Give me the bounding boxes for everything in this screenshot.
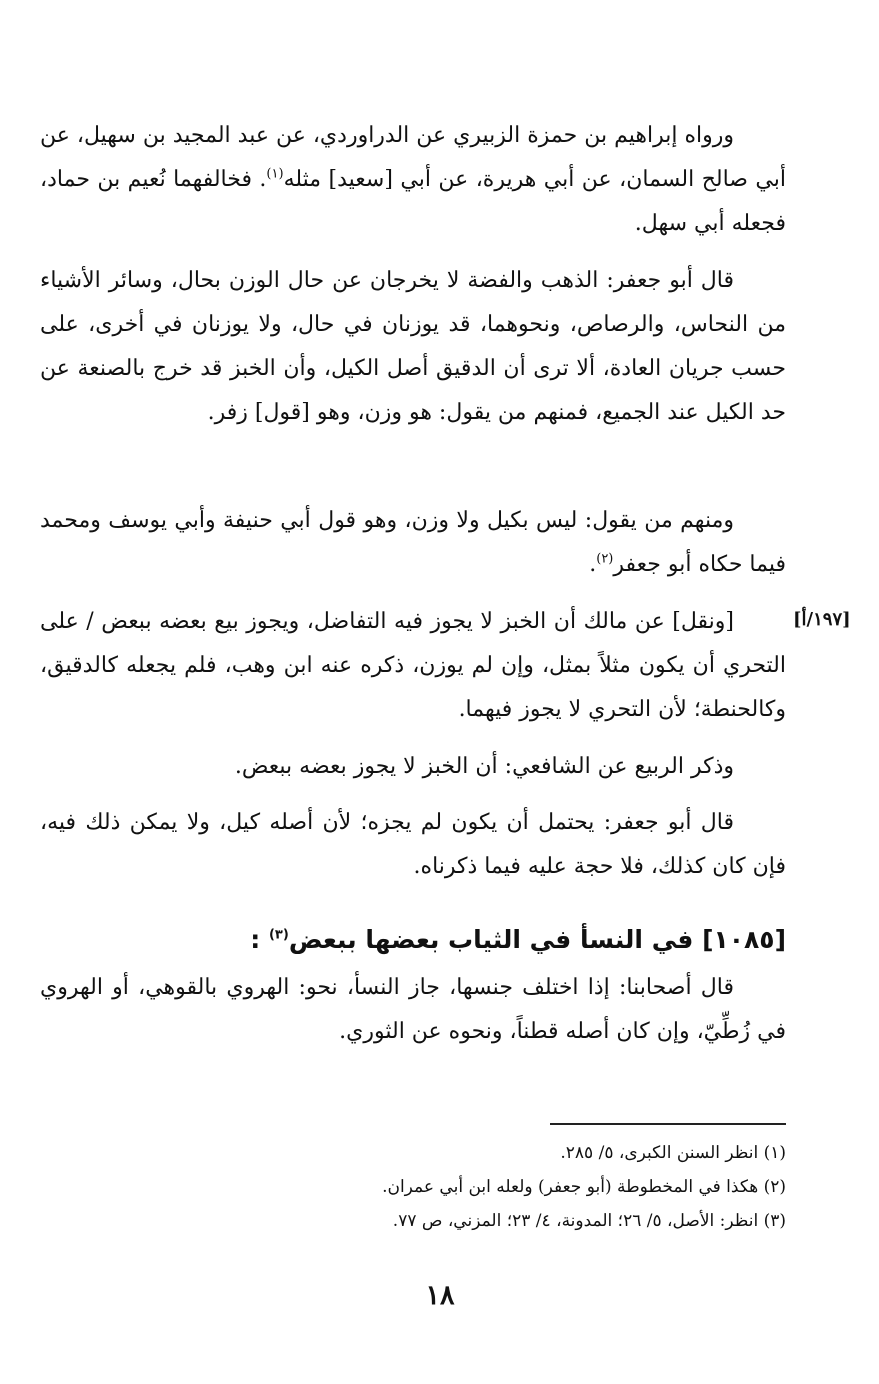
paragraph-text-part: ومنهم من يقول: ليس بكيل ولا وزن، وهو قول أبي حنيفة وأبي يوسف ومحمد فيما حكاه أبو جعفر — [40, 508, 786, 577]
paragraph-abu-jafar-reply — [40, 801, 786, 889]
paragraph-text: قال أبو جعفر: الذهب والفضة لا يخرجان عن حال الوزن بحال، وسائر الأشياء من النحاس، والرصاص، ونحوهما، قد يوزنان في حال، ولا يوزنان في أخرى، على حسب جريان العادة، ألا ترى أن الدقيق أصل الكيل، وأن الخبز قد خرج بالصنعة عن حد الكيل عند الجميع، فمنهم من يقول: هو وزن، وهو [قول] زفر. — [40, 268, 786, 425]
paragraph-narration — [40, 114, 786, 246]
paragraph-text — [40, 499, 786, 587]
section-number: [١٠٨٥] — [702, 925, 786, 954]
paragraph-neither-measure — [40, 499, 786, 587]
paragraph-text-part: . — [589, 552, 597, 577]
page-number: ١٨ — [425, 1280, 455, 1311]
paragraph-text-part: ورواه إبراهيم بن حمزة الزبيري عن الدراوردي، عن عبد المجيد بن سهيل، عن أبي صالح السمان، عن أبي هريرة، عن أبي [سعيد] مثله — [40, 123, 787, 192]
footnote-item: (١) انظر السنن الكبرى، ٥/ ٢٨٥. — [560, 1143, 786, 1163]
paragraph-text-part: . فخالفهما نُعيم بن حماد، فجعله أبي سهل. — [40, 167, 786, 236]
footnote-ref[interactable]: (١) — [266, 166, 284, 182]
section-heading — [40, 916, 786, 964]
paragraph-companions — [40, 966, 786, 1054]
paragraph-text: [ونقل] عن مالك أن الخبز لا يجوز فيه التفاضل، ويجوز بيع بعضه ببعض / على التحري أن يكون مثلاً بمثل، وإن لم يوزن، ذكره عنه ابن وهب، فلم يجعله كالدقيق، وكالحنطة؛ لأن التحري لا يجوز فيهما. — [40, 609, 786, 722]
footnotes-list — [40, 1136, 786, 1238]
paragraph-text: وذكر الربيع عن الشافعي: أن الخبز لا يجوز بعضه ببعض. — [234, 754, 734, 779]
heading-colon: : — [250, 925, 269, 954]
paragraph-malik — [40, 600, 786, 732]
manuscript-folio-marker: [١٩٧/أ] — [793, 609, 851, 630]
footnote-ref[interactable]: (٣) — [268, 927, 289, 943]
paragraph-shafii — [40, 745, 786, 789]
footnote-item: (٢) هكذا في المخطوطة (أبو جعفر) ولعله ابن أبي عمران. — [382, 1177, 786, 1197]
paragraph-abu-jafar-weights — [40, 259, 786, 435]
footnote-ref[interactable]: (٢) — [596, 551, 614, 567]
paragraph-text: قال أصحابنا: إذا اختلف جنسها، جاز النسأ، نحو: الهروي بالقوهي، أو الهروي في زُطِّيّ، وإن كان أصله قطناً، ونحوه عن الثوري. — [40, 975, 786, 1044]
paragraph-text — [40, 114, 786, 246]
section-title: في النسأ في الثياب بعضها ببعض — [288, 925, 694, 954]
footnote-item: (٣) انظر: الأصل، ٥/ ٢٦؛ المدونة، ٤/ ٢٣؛ المزني، ص ٧٧. — [392, 1211, 786, 1231]
footnote-divider — [550, 1123, 786, 1125]
paragraph-text: قال أبو جعفر: يحتمل أن يكون لم يجزه؛ لأن أصله كيل، ولا يمكن ذلك فيه، فإن كان كذلك، فلا حجة عليه فيما ذكرناه. — [40, 810, 786, 879]
